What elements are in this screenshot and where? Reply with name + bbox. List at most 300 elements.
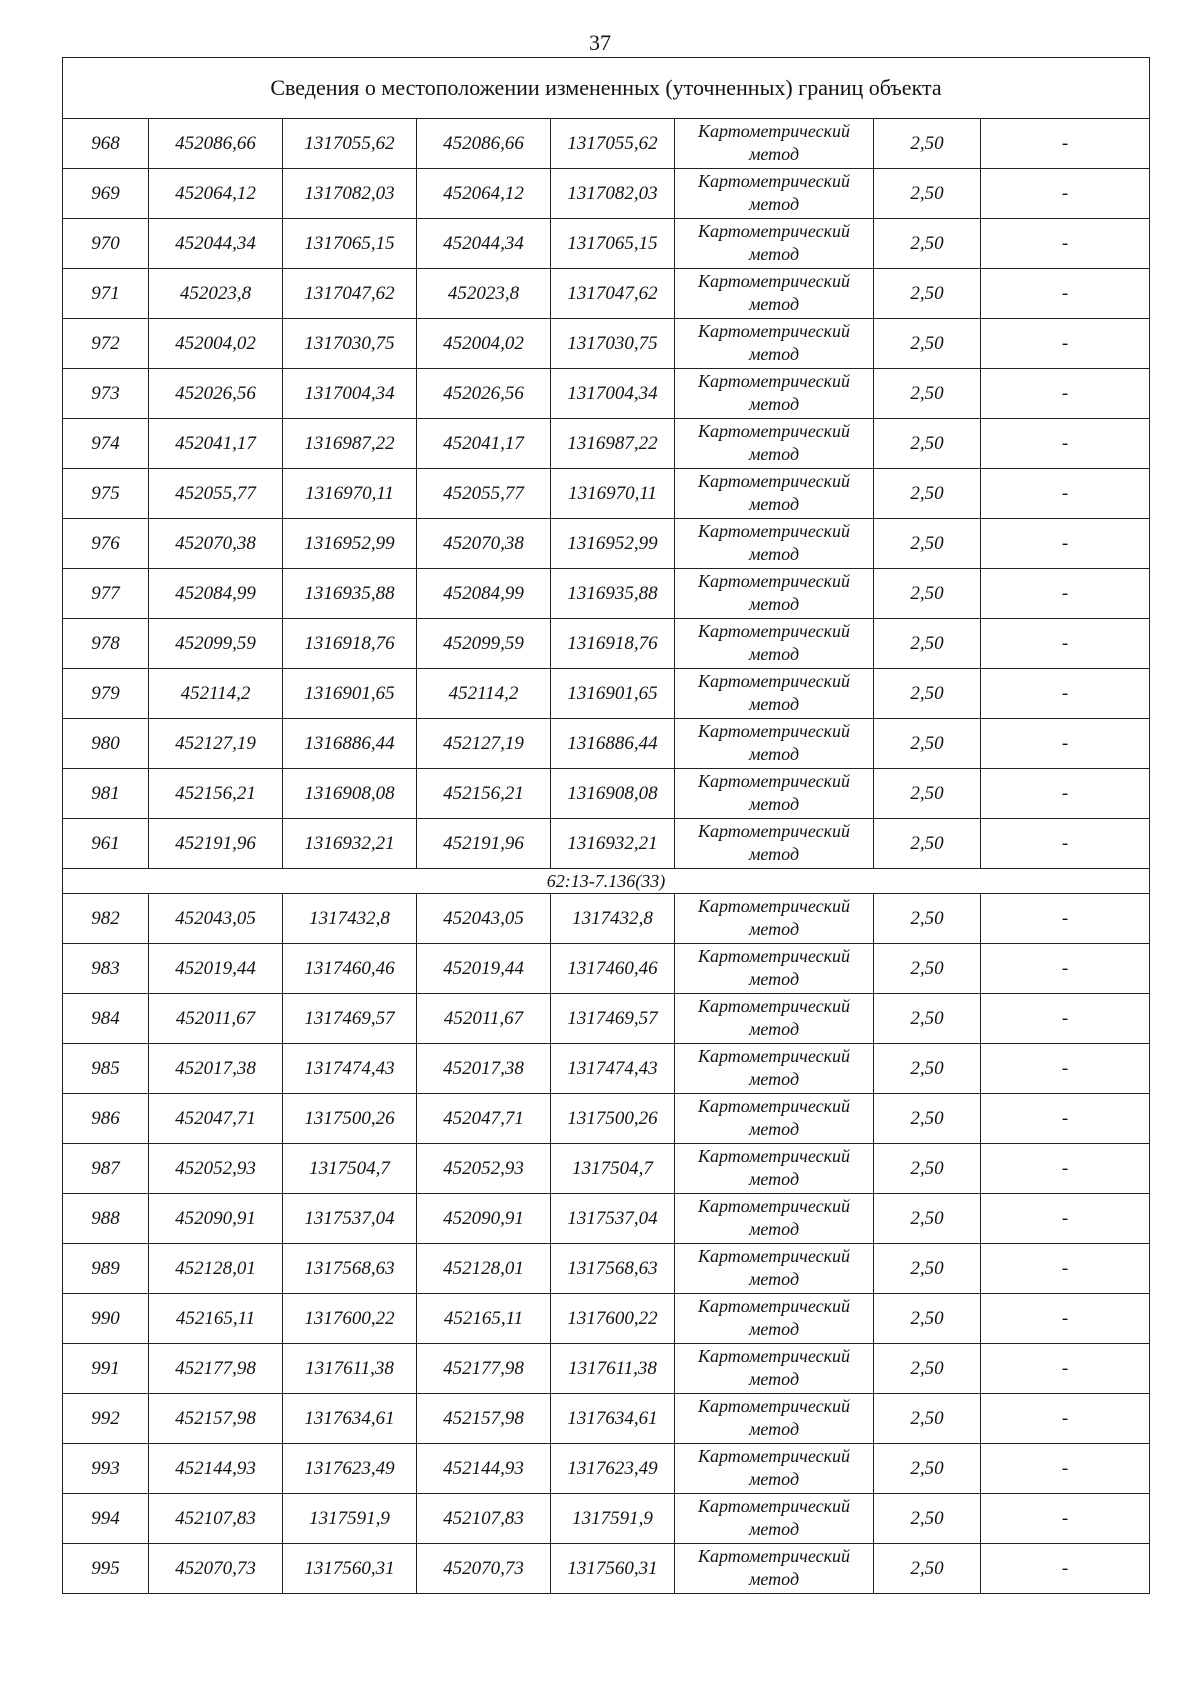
point-number-cell: 977 bbox=[63, 569, 149, 619]
method-line-2: метод bbox=[748, 243, 800, 264]
page-number: 37 bbox=[589, 30, 611, 55]
refined-y-cell: 1317500,26 bbox=[551, 1094, 675, 1144]
existing-x-cell: 452052,93 bbox=[149, 1144, 283, 1194]
existing-x-cell: 452070,38 bbox=[149, 519, 283, 569]
method-line-1: Картометрический bbox=[697, 520, 850, 541]
existing-x-cell: 452084,99 bbox=[149, 569, 283, 619]
precision-cell: 2,50 bbox=[874, 1494, 981, 1544]
precision-cell: 2,50 bbox=[874, 994, 981, 1044]
point-number-cell: 988 bbox=[63, 1194, 149, 1244]
refined-y-cell: 1317560,31 bbox=[551, 1544, 675, 1594]
point-number-cell: 969 bbox=[63, 169, 149, 219]
method-line-1: Картометрический bbox=[697, 820, 850, 841]
point-number-cell: 985 bbox=[63, 1044, 149, 1094]
refined-x-cell: 452017,38 bbox=[417, 1044, 551, 1094]
method-cell bbox=[675, 369, 874, 419]
method-line-1: Картометрический bbox=[697, 170, 850, 191]
method-line-1: Картометрический bbox=[697, 120, 850, 141]
method-cell bbox=[675, 519, 874, 569]
existing-y-cell: 1316886,44 bbox=[283, 719, 417, 769]
note-cell: - bbox=[981, 369, 1150, 419]
precision-cell: 2,50 bbox=[874, 1144, 981, 1194]
existing-y-cell: 1316932,21 bbox=[283, 819, 417, 869]
existing-y-cell: 1317537,04 bbox=[283, 1194, 417, 1244]
method-cell bbox=[675, 169, 874, 219]
existing-x-cell: 452165,11 bbox=[149, 1294, 283, 1344]
refined-x-cell: 452099,59 bbox=[417, 619, 551, 669]
method-cell bbox=[675, 1094, 874, 1144]
note-cell: - bbox=[981, 1094, 1150, 1144]
existing-x-cell: 452107,83 bbox=[149, 1494, 283, 1544]
refined-x-cell: 452191,96 bbox=[417, 819, 551, 869]
method-cell bbox=[675, 1194, 874, 1244]
precision-cell: 2,50 bbox=[874, 619, 981, 669]
existing-y-cell: 1317030,75 bbox=[283, 319, 417, 369]
table-row bbox=[63, 1294, 1150, 1344]
method-cell bbox=[675, 469, 874, 519]
existing-y-cell: 1317504,7 bbox=[283, 1144, 417, 1194]
existing-y-cell: 1317065,15 bbox=[283, 219, 417, 269]
table-row bbox=[63, 719, 1150, 769]
method-line-2: метод bbox=[748, 843, 800, 864]
table-row bbox=[63, 169, 1150, 219]
note-cell: - bbox=[981, 669, 1150, 719]
existing-x-cell: 452004,02 bbox=[149, 319, 283, 369]
refined-x-cell: 452019,44 bbox=[417, 944, 551, 994]
existing-x-cell: 452191,96 bbox=[149, 819, 283, 869]
existing-x-cell: 452026,56 bbox=[149, 369, 283, 419]
method-line-2: метод bbox=[748, 1168, 800, 1189]
method-line-2: метод bbox=[748, 493, 800, 514]
table-row bbox=[63, 994, 1150, 1044]
table-row bbox=[63, 669, 1150, 719]
precision-cell: 2,50 bbox=[874, 1344, 981, 1394]
note-cell: - bbox=[981, 944, 1150, 994]
table-row bbox=[63, 569, 1150, 619]
method-line-1: Картометрический bbox=[697, 1195, 850, 1216]
method-cell bbox=[675, 619, 874, 669]
precision-cell: 2,50 bbox=[874, 669, 981, 719]
precision-cell: 2,50 bbox=[874, 769, 981, 819]
method-line-2: метод bbox=[748, 693, 800, 714]
precision-cell: 2,50 bbox=[874, 419, 981, 469]
point-number-cell: 991 bbox=[63, 1344, 149, 1394]
refined-x-cell: 452107,83 bbox=[417, 1494, 551, 1544]
note-cell: - bbox=[981, 469, 1150, 519]
point-number-cell: 975 bbox=[63, 469, 149, 519]
point-number-cell: 972 bbox=[63, 319, 149, 369]
refined-x-cell: 452055,77 bbox=[417, 469, 551, 519]
method-line-2: метод bbox=[748, 1518, 800, 1539]
precision-cell: 2,50 bbox=[874, 219, 981, 269]
method-line-2: метод bbox=[748, 1418, 800, 1439]
method-line-1: Картометрический bbox=[697, 270, 850, 291]
refined-x-cell: 452026,56 bbox=[417, 369, 551, 419]
note-cell: - bbox=[981, 1294, 1150, 1344]
note-cell: - bbox=[981, 169, 1150, 219]
refined-y-cell: 1317047,62 bbox=[551, 269, 675, 319]
precision-cell: 2,50 bbox=[874, 1044, 981, 1094]
existing-y-cell: 1317460,46 bbox=[283, 944, 417, 994]
refined-x-cell: 452128,01 bbox=[417, 1244, 551, 1294]
precision-cell: 2,50 bbox=[874, 119, 981, 169]
existing-x-cell: 452157,98 bbox=[149, 1394, 283, 1444]
table-row bbox=[63, 1194, 1150, 1244]
precision-cell: 2,50 bbox=[874, 269, 981, 319]
precision-cell: 2,50 bbox=[874, 894, 981, 944]
precision-cell: 2,50 bbox=[874, 519, 981, 569]
method-line-2: метод bbox=[748, 193, 800, 214]
existing-x-cell: 452041,17 bbox=[149, 419, 283, 469]
note-cell: - bbox=[981, 1044, 1150, 1094]
precision-cell: 2,50 bbox=[874, 369, 981, 419]
method-line-1: Картометрический bbox=[697, 1295, 850, 1316]
existing-y-cell: 1317047,62 bbox=[283, 269, 417, 319]
method-line-2: метод bbox=[748, 1318, 800, 1339]
method-line-2: метод bbox=[748, 393, 800, 414]
existing-x-cell: 452019,44 bbox=[149, 944, 283, 994]
note-cell: - bbox=[981, 719, 1150, 769]
existing-x-cell: 452177,98 bbox=[149, 1344, 283, 1394]
method-line-2: метод bbox=[748, 593, 800, 614]
method-line-1: Картометрический bbox=[697, 895, 850, 916]
existing-x-cell: 452011,67 bbox=[149, 994, 283, 1044]
note-cell: - bbox=[981, 419, 1150, 469]
refined-x-cell: 452044,34 bbox=[417, 219, 551, 269]
refined-y-cell: 1316886,44 bbox=[551, 719, 675, 769]
refined-x-cell: 452090,91 bbox=[417, 1194, 551, 1244]
method-line-1: Картометрический bbox=[697, 1445, 850, 1466]
table-row bbox=[63, 1494, 1150, 1544]
refined-y-cell: 1317460,46 bbox=[551, 944, 675, 994]
method-line-1: Картометрический bbox=[697, 720, 850, 741]
method-line-2: метод bbox=[748, 1068, 800, 1089]
refined-y-cell: 1317504,7 bbox=[551, 1144, 675, 1194]
refined-x-cell: 452070,73 bbox=[417, 1544, 551, 1594]
point-number-cell: 989 bbox=[63, 1244, 149, 1294]
refined-x-cell: 452086,66 bbox=[417, 119, 551, 169]
precision-cell: 2,50 bbox=[874, 1394, 981, 1444]
table-row bbox=[63, 944, 1150, 994]
existing-x-cell: 452070,73 bbox=[149, 1544, 283, 1594]
existing-y-cell: 1317004,34 bbox=[283, 369, 417, 419]
table-row bbox=[63, 1544, 1150, 1594]
method-cell bbox=[675, 994, 874, 1044]
precision-cell: 2,50 bbox=[874, 569, 981, 619]
point-number-cell: 961 bbox=[63, 819, 149, 869]
refined-x-cell: 452052,93 bbox=[417, 1144, 551, 1194]
method-line-2: метод bbox=[748, 443, 800, 464]
table-row bbox=[63, 519, 1150, 569]
existing-x-cell: 452023,8 bbox=[149, 269, 283, 319]
method-line-2: метод bbox=[748, 1018, 800, 1039]
refined-y-cell: 1317537,04 bbox=[551, 1194, 675, 1244]
refined-y-cell: 1317634,61 bbox=[551, 1394, 675, 1444]
existing-x-cell: 452144,93 bbox=[149, 1444, 283, 1494]
point-number-cell: 990 bbox=[63, 1294, 149, 1344]
method-cell bbox=[675, 1244, 874, 1294]
table-row bbox=[63, 1394, 1150, 1444]
existing-y-cell: 1317568,63 bbox=[283, 1244, 417, 1294]
existing-y-cell: 1317600,22 bbox=[283, 1294, 417, 1344]
existing-y-cell: 1316970,11 bbox=[283, 469, 417, 519]
precision-cell: 2,50 bbox=[874, 1194, 981, 1244]
refined-y-cell: 1317474,43 bbox=[551, 1044, 675, 1094]
existing-x-cell: 452064,12 bbox=[149, 169, 283, 219]
refined-y-cell: 1316970,11 bbox=[551, 469, 675, 519]
existing-x-cell: 452047,71 bbox=[149, 1094, 283, 1144]
method-line-2: метод bbox=[748, 743, 800, 764]
refined-x-cell: 452084,99 bbox=[417, 569, 551, 619]
note-cell: - bbox=[981, 569, 1150, 619]
point-number-cell: 992 bbox=[63, 1394, 149, 1444]
method-cell bbox=[675, 769, 874, 819]
existing-y-cell: 1316918,76 bbox=[283, 619, 417, 669]
refined-y-cell: 1317055,62 bbox=[551, 119, 675, 169]
precision-cell: 2,50 bbox=[874, 169, 981, 219]
method-line-2: метод bbox=[748, 343, 800, 364]
method-line-1: Картометрический bbox=[697, 1045, 850, 1066]
point-number-cell: 983 bbox=[63, 944, 149, 994]
method-line-2: метод bbox=[748, 1218, 800, 1239]
method-line-2: метод bbox=[748, 543, 800, 564]
refined-y-cell: 1317004,34 bbox=[551, 369, 675, 419]
note-cell: - bbox=[981, 1494, 1150, 1544]
table-row bbox=[63, 1344, 1150, 1394]
table-title-row bbox=[63, 58, 1150, 119]
refined-y-cell: 1317432,8 bbox=[551, 894, 675, 944]
note-cell: - bbox=[981, 1544, 1150, 1594]
precision-cell: 2,50 bbox=[874, 469, 981, 519]
precision-cell: 2,50 bbox=[874, 1094, 981, 1144]
existing-x-cell: 452055,77 bbox=[149, 469, 283, 519]
method-line-1: Картометрический bbox=[697, 1495, 850, 1516]
table-row bbox=[63, 219, 1150, 269]
existing-y-cell: 1316987,22 bbox=[283, 419, 417, 469]
method-line-1: Картометрический bbox=[697, 220, 850, 241]
refined-y-cell: 1317065,15 bbox=[551, 219, 675, 269]
existing-y-cell: 1317611,38 bbox=[283, 1344, 417, 1394]
method-cell bbox=[675, 269, 874, 319]
method-cell bbox=[675, 119, 874, 169]
refined-y-cell: 1316918,76 bbox=[551, 619, 675, 669]
method-line-1: Картометрический bbox=[697, 670, 850, 691]
refined-x-cell: 452064,12 bbox=[417, 169, 551, 219]
refined-x-cell: 452023,8 bbox=[417, 269, 551, 319]
refined-y-cell: 1317469,57 bbox=[551, 994, 675, 1044]
note-cell: - bbox=[981, 119, 1150, 169]
existing-x-cell: 452099,59 bbox=[149, 619, 283, 669]
method-cell bbox=[675, 1294, 874, 1344]
table-row bbox=[63, 619, 1150, 669]
refined-x-cell: 452114,2 bbox=[417, 669, 551, 719]
note-cell: - bbox=[981, 1344, 1150, 1394]
refined-y-cell: 1317082,03 bbox=[551, 169, 675, 219]
existing-y-cell: 1317500,26 bbox=[283, 1094, 417, 1144]
existing-x-cell: 452127,19 bbox=[149, 719, 283, 769]
point-number-cell: 995 bbox=[63, 1544, 149, 1594]
method-line-1: Картометрический bbox=[697, 1145, 850, 1166]
point-number-cell: 968 bbox=[63, 119, 149, 169]
method-cell bbox=[675, 1494, 874, 1544]
note-cell: - bbox=[981, 769, 1150, 819]
refined-y-cell: 1317600,22 bbox=[551, 1294, 675, 1344]
refined-y-cell: 1317030,75 bbox=[551, 319, 675, 369]
method-line-1: Картометрический bbox=[697, 995, 850, 1016]
method-cell bbox=[675, 944, 874, 994]
existing-x-cell: 452090,91 bbox=[149, 1194, 283, 1244]
method-line-2: метод bbox=[748, 968, 800, 989]
method-line-2: метод bbox=[748, 643, 800, 664]
section-label: 62:13-7.136(33) bbox=[63, 869, 1150, 894]
method-line-1: Картометрический bbox=[697, 470, 850, 491]
existing-y-cell: 1317469,57 bbox=[283, 994, 417, 1044]
point-number-cell: 970 bbox=[63, 219, 149, 269]
method-line-1: Картометрический bbox=[697, 1245, 850, 1266]
existing-x-cell: 452043,05 bbox=[149, 894, 283, 944]
method-cell bbox=[675, 719, 874, 769]
point-number-cell: 979 bbox=[63, 669, 149, 719]
point-number-cell: 971 bbox=[63, 269, 149, 319]
refined-y-cell: 1317568,63 bbox=[551, 1244, 675, 1294]
refined-x-cell: 452156,21 bbox=[417, 769, 551, 819]
method-cell bbox=[675, 1544, 874, 1594]
note-cell: - bbox=[981, 994, 1150, 1044]
existing-y-cell: 1317082,03 bbox=[283, 169, 417, 219]
existing-x-cell: 452156,21 bbox=[149, 769, 283, 819]
method-line-2: метод bbox=[748, 793, 800, 814]
existing-x-cell: 452128,01 bbox=[149, 1244, 283, 1294]
refined-y-cell: 1317611,38 bbox=[551, 1344, 675, 1394]
method-line-1: Картометрический bbox=[697, 620, 850, 641]
precision-cell: 2,50 bbox=[874, 1544, 981, 1594]
table-row bbox=[63, 419, 1150, 469]
refined-x-cell: 452041,17 bbox=[417, 419, 551, 469]
method-line-1: Картометрический bbox=[697, 1345, 850, 1366]
note-cell: - bbox=[981, 894, 1150, 944]
method-line-2: метод bbox=[748, 143, 800, 164]
note-cell: - bbox=[981, 219, 1150, 269]
point-number-cell: 978 bbox=[63, 619, 149, 669]
existing-y-cell: 1316901,65 bbox=[283, 669, 417, 719]
note-cell: - bbox=[981, 1394, 1150, 1444]
method-cell bbox=[675, 569, 874, 619]
existing-y-cell: 1317634,61 bbox=[283, 1394, 417, 1444]
refined-x-cell: 452177,98 bbox=[417, 1344, 551, 1394]
section-row bbox=[63, 869, 1150, 894]
refined-x-cell: 452157,98 bbox=[417, 1394, 551, 1444]
refined-x-cell: 452070,38 bbox=[417, 519, 551, 569]
method-line-2: метод bbox=[748, 293, 800, 314]
point-number-cell: 980 bbox=[63, 719, 149, 769]
table-row bbox=[63, 369, 1150, 419]
method-cell bbox=[675, 419, 874, 469]
note-cell: - bbox=[981, 1144, 1150, 1194]
point-number-cell: 982 bbox=[63, 894, 149, 944]
table-title: Сведения о местоположении измененных (уточненных) границ объекта bbox=[63, 58, 1150, 119]
method-line-1: Картометрический bbox=[697, 945, 850, 966]
precision-cell: 2,50 bbox=[874, 1244, 981, 1294]
method-cell bbox=[675, 219, 874, 269]
method-line-2: метод bbox=[748, 1468, 800, 1489]
note-cell: - bbox=[981, 819, 1150, 869]
method-cell bbox=[675, 1144, 874, 1194]
method-line-1: Картометрический bbox=[697, 1545, 850, 1566]
refined-y-cell: 1316987,22 bbox=[551, 419, 675, 469]
table-row bbox=[63, 469, 1150, 519]
existing-y-cell: 1317560,31 bbox=[283, 1544, 417, 1594]
refined-x-cell: 452144,93 bbox=[417, 1444, 551, 1494]
table-row bbox=[63, 1044, 1150, 1094]
note-cell: - bbox=[981, 319, 1150, 369]
table-row bbox=[63, 894, 1150, 944]
note-cell: - bbox=[981, 1444, 1150, 1494]
existing-x-cell: 452044,34 bbox=[149, 219, 283, 269]
note-cell: - bbox=[981, 1194, 1150, 1244]
refined-y-cell: 1316908,08 bbox=[551, 769, 675, 819]
method-line-2: метод bbox=[748, 1368, 800, 1389]
table-row bbox=[63, 1444, 1150, 1494]
method-cell bbox=[675, 1344, 874, 1394]
method-cell bbox=[675, 1394, 874, 1444]
precision-cell: 2,50 bbox=[874, 319, 981, 369]
point-number-cell: 994 bbox=[63, 1494, 149, 1544]
table-row bbox=[63, 319, 1150, 369]
refined-y-cell: 1316901,65 bbox=[551, 669, 675, 719]
refined-x-cell: 452127,19 bbox=[417, 719, 551, 769]
method-line-1: Картометрический bbox=[697, 320, 850, 341]
method-line-1: Картометрический bbox=[697, 770, 850, 791]
method-cell bbox=[675, 1044, 874, 1094]
method-line-1: Картометрический bbox=[697, 570, 850, 591]
existing-y-cell: 1317055,62 bbox=[283, 119, 417, 169]
existing-x-cell: 452017,38 bbox=[149, 1044, 283, 1094]
refined-x-cell: 452165,11 bbox=[417, 1294, 551, 1344]
method-line-1: Картометрический bbox=[697, 370, 850, 391]
refined-y-cell: 1316932,21 bbox=[551, 819, 675, 869]
refined-x-cell: 452004,02 bbox=[417, 319, 551, 369]
precision-cell: 2,50 bbox=[874, 819, 981, 869]
method-line-1: Картометрический bbox=[697, 1395, 850, 1416]
boundary-coordinates-table bbox=[62, 57, 1150, 1594]
refined-x-cell: 452043,05 bbox=[417, 894, 551, 944]
existing-y-cell: 1317623,49 bbox=[283, 1444, 417, 1494]
method-cell bbox=[675, 819, 874, 869]
note-cell: - bbox=[981, 269, 1150, 319]
existing-x-cell: 452086,66 bbox=[149, 119, 283, 169]
existing-y-cell: 1317432,8 bbox=[283, 894, 417, 944]
table-row bbox=[63, 1144, 1150, 1194]
point-number-cell: 976 bbox=[63, 519, 149, 569]
point-number-cell: 984 bbox=[63, 994, 149, 1044]
table-row bbox=[63, 119, 1150, 169]
method-line-2: метод bbox=[748, 918, 800, 939]
refined-y-cell: 1316935,88 bbox=[551, 569, 675, 619]
method-cell bbox=[675, 894, 874, 944]
point-number-cell: 993 bbox=[63, 1444, 149, 1494]
note-cell: - bbox=[981, 519, 1150, 569]
point-number-cell: 973 bbox=[63, 369, 149, 419]
method-cell bbox=[675, 319, 874, 369]
precision-cell: 2,50 bbox=[874, 944, 981, 994]
existing-y-cell: 1317474,43 bbox=[283, 1044, 417, 1094]
existing-y-cell: 1316952,99 bbox=[283, 519, 417, 569]
precision-cell: 2,50 bbox=[874, 719, 981, 769]
table-row bbox=[63, 819, 1150, 869]
method-cell bbox=[675, 1444, 874, 1494]
existing-y-cell: 1316908,08 bbox=[283, 769, 417, 819]
refined-y-cell: 1317591,9 bbox=[551, 1494, 675, 1544]
